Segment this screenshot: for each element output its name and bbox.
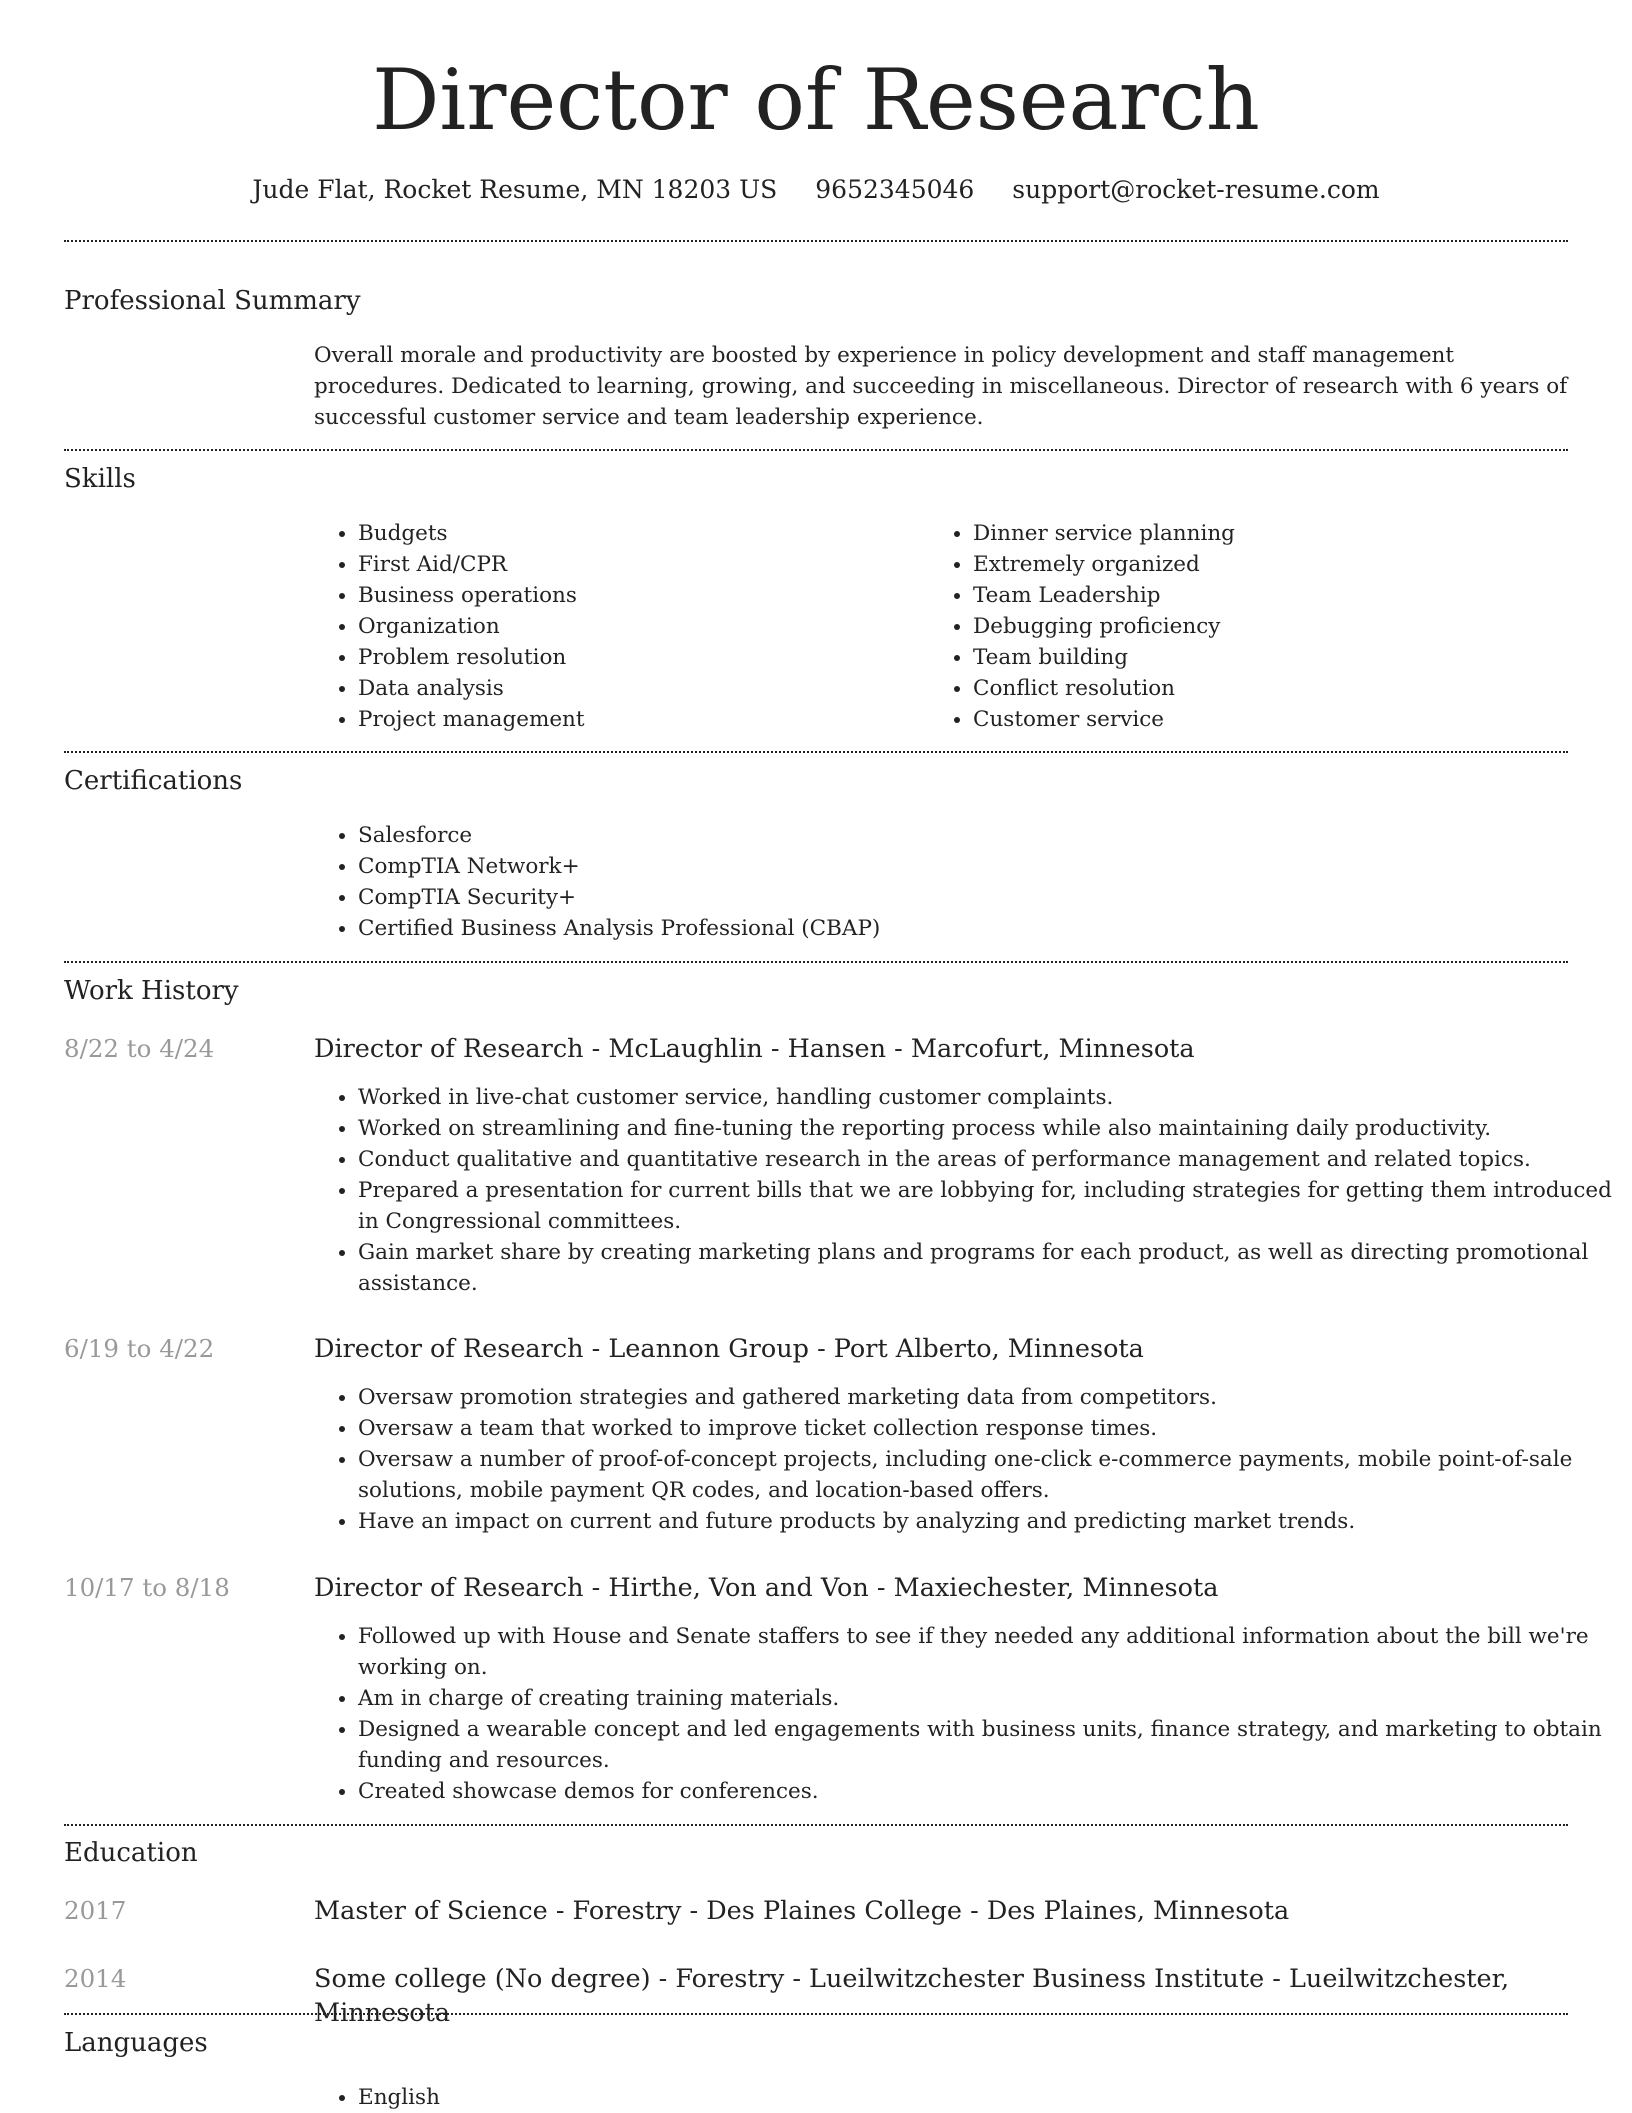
section-title-skills: Skills (64, 464, 136, 494)
certification-item: • CompTIA Security+ (358, 882, 1558, 913)
contact-address: Jude Flat, Rocket Resume, MN 18203 US (252, 175, 778, 204)
divider (64, 240, 1568, 242)
job-bullet: • Oversaw a team that worked to improve ticket collection response times. (358, 1413, 1612, 1444)
job-bullet: • Prepared a presentation for current bills that we are lobbying for, including strategies for getting them introduced in Congressional committees. (358, 1175, 1612, 1237)
certification-item: • CompTIA Network+ (358, 851, 1558, 882)
job-bullet: • Have an impact on current and future products by analyzing and predicting market trends. (358, 1506, 1612, 1537)
summary-text: Overall morale and productivity are boosted by experience in policy development and staff management procedures. Dedicated to learning, growing, and succeeding in miscellaneous. Director of research with 6 years of successful customer service and team leadership experience. (314, 343, 1568, 430)
skill-item: • Project management (358, 704, 918, 735)
section-title-certifications: Certifications (64, 766, 243, 796)
candidate-name: Director of Research (372, 51, 1260, 149)
job-dates: 8/22 to 4/24 (64, 1034, 215, 1063)
education-year: 2014 (64, 1964, 127, 1993)
job-title: Director of Research - Hirthe, Von and Von - Maxiechester, Minnesota (314, 1573, 1219, 1603)
job-bullets (314, 1082, 1612, 1299)
skill-item: • Organization (358, 611, 918, 642)
skill-item: • Team Leadership (973, 580, 1533, 611)
education-entry: Master of Science - Forestry - Des Plaines College - Des Plaines, Minnesota (314, 1896, 1290, 1926)
job-bullet: • Worked in live-chat customer service, handling customer complaints. (358, 1082, 1612, 1113)
section-title-summary: Professional Summary (64, 286, 361, 316)
job-bullet: • Designed a wearable concept and led engagements with business units, finance strategy, and marketing to obtain funding and resources. (358, 1714, 1612, 1776)
contact-email: support@rocket-resume.com (1012, 175, 1380, 204)
job-bullets (314, 1621, 1612, 1807)
skills-list-right (929, 518, 1533, 735)
skill-item: • Team building (973, 642, 1533, 673)
education-year: 2017 (64, 1896, 127, 1925)
contact-phone: 9652345046 (815, 175, 975, 204)
job-title: Director of Research - McLaughlin - Hansen - Marcofurt, Minnesota (314, 1034, 1195, 1064)
skills-list-left (314, 518, 918, 735)
language-item: • English (358, 2082, 958, 2113)
contact-line (0, 170, 1632, 210)
skill-item: • Extremely organized (973, 549, 1533, 580)
section-title-education: Education (64, 1838, 198, 1868)
certifications-list (314, 820, 1558, 944)
job-bullets (314, 1382, 1612, 1537)
job-dates: 6/19 to 4/22 (64, 1334, 215, 1363)
job-bullet: • Created showcase demos for conferences. (358, 1776, 1612, 1807)
certification-item: • Certified Business Analysis Professional (CBAP) (358, 913, 1558, 944)
divider (64, 2013, 1568, 2015)
job-bullet: • Gain market share by creating marketing plans and programs for each product, as well as directing promotional assistance. (358, 1237, 1612, 1299)
skill-item: • Data analysis (358, 673, 918, 704)
divider (64, 1824, 1568, 1826)
job-bullet: • Oversaw promotion strategies and gathered marketing data from competitors. (358, 1382, 1612, 1413)
section-title-work-history: Work History (64, 976, 239, 1006)
job-dates: 10/17 to 8/18 (64, 1573, 230, 1602)
skill-item: • Customer service (973, 704, 1533, 735)
section-title-languages: Languages (64, 2028, 208, 2058)
divider (64, 449, 1568, 451)
certification-item: • Salesforce (358, 820, 1558, 851)
job-bullet: • Am in charge of creating training materials. (358, 1683, 1612, 1714)
skill-item: • Conflict resolution (973, 673, 1533, 704)
job-title: Director of Research - Leannon Group - Port Alberto, Minnesota (314, 1334, 1144, 1364)
job-bullet: • Followed up with House and Senate staffers to see if they needed any additional information about the bill we're working on. (358, 1621, 1612, 1683)
divider (64, 961, 1568, 963)
skill-item: • Dinner service planning (973, 518, 1533, 549)
skill-item: • Problem resolution (358, 642, 918, 673)
skill-item: • Budgets (358, 518, 918, 549)
skill-item: • Business operations (358, 580, 918, 611)
divider (64, 751, 1568, 753)
languages-list (314, 2082, 958, 2113)
education-entry: Some college (No degree) - Forestry - Lueilwitzchester Business Institute - Lueilwitzchester, Minnesota (314, 1964, 1510, 2028)
job-bullet: • Conduct qualitative and quantitative research in the areas of performance management and related topics. (358, 1144, 1612, 1175)
job-bullet: • Oversaw a number of proof-of-concept projects, including one-click e-commerce payments, mobile point-of-sale solutions, mobile payment QR codes, and location-based offers. (358, 1444, 1612, 1506)
skill-item: • Debugging proficiency (973, 611, 1533, 642)
skill-item: • First Aid/CPR (358, 549, 918, 580)
job-bullet: • Worked on streamlining and fine-tuning the reporting process while also maintaining daily productivity. (358, 1113, 1612, 1144)
